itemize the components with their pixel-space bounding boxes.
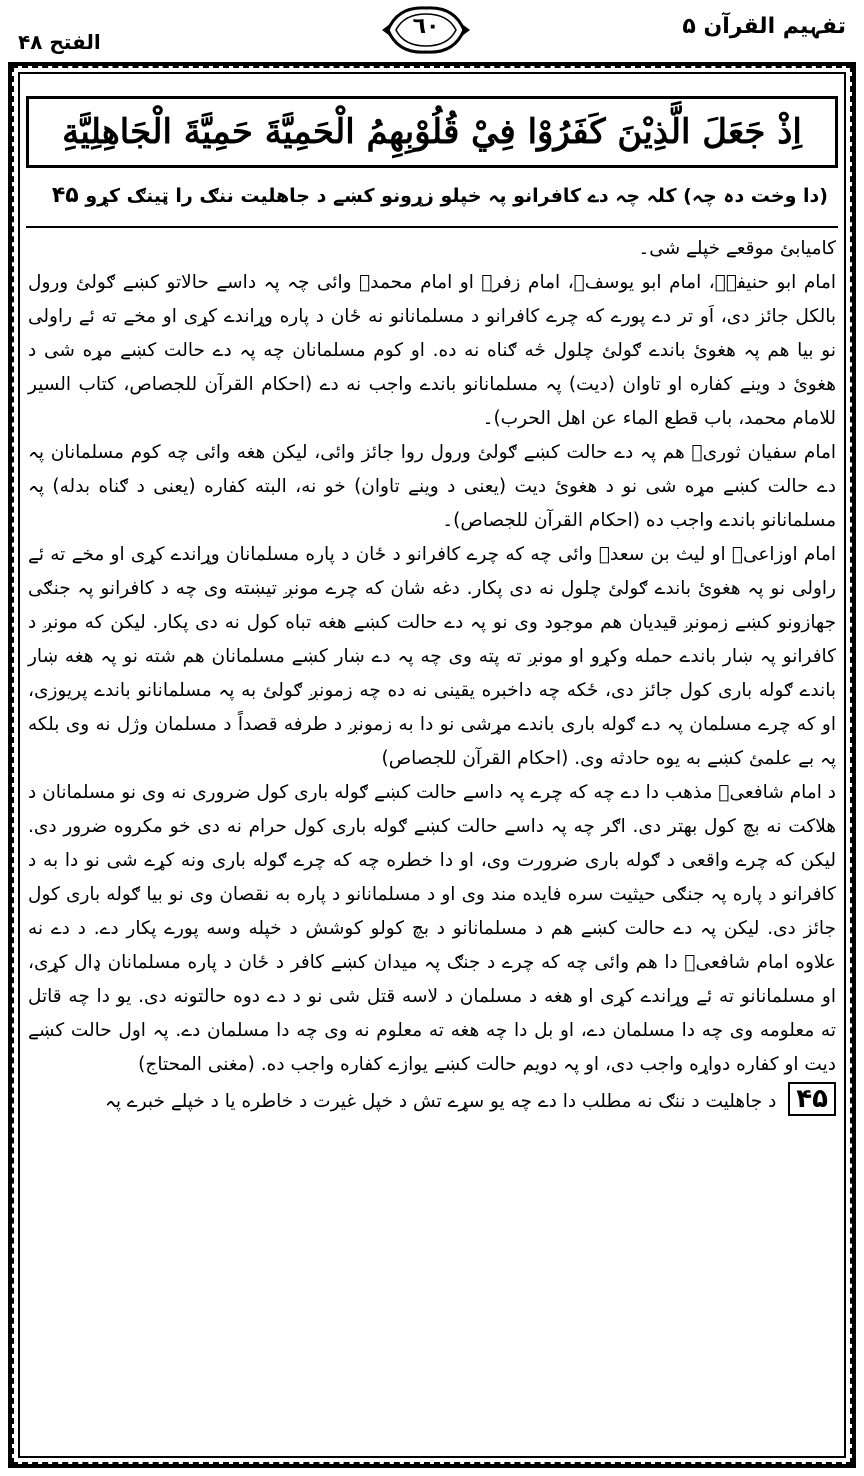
paragraph-shafii: د امام شافعیؒ مذهب دا دے چه که چرے پہ داسے حالت کښے ګوله باری کول ضروری نه وی نو مسلمانان د هلاکت نه بچ کول بهتر دی. اګر چه پہ داسے حالت کښے ګوله باری کول حرام نه دی خو مکروه ضرور دی. لیکن که چرے واقعی د ګوله باری ضرورت وی، او دا خطره چه که چرے ګوله باری ونه کړے شی نو دا به د کافرانو د پاره پہ جنګی حیثیت سره فایده مند وی او د مسلمانانو د پاره به نقصان وی نو بیا ګوله باری کول جائز دی. لیکن پہ دے حالت کښے هم د مسلمانانو د بچ کولو کوشش د خپله وسه پورے پکار دے. د دے نه علاوه امام شافعیؒ دا هم وائی چه که چرے د جنګ پہ میدان کښے کافر د ځان د پاره مسلمانان ډال کړی، او مسلمانانو ته ئے وړاندے کړی او هغه د مسلمان د لاسه قتل شی نو د دے دوه حالتونه دی. یو دا چه قاتل ته معلومه وی چه دا مسلمان دے، او بل دا چه هغه ته معلوم نه وی چه دا مسلمان دے. پہ اول حالت کښے دیت او کفاره دواړه واجب دی، او پہ دویم حالت کښے یوازے کفاره واجب ده. (مغنی المحتاج) (28, 782, 836, 1075)
footnote-marker: ۴۵ (51, 183, 79, 208)
page-number: ٦٠ (412, 14, 440, 39)
paragraph-awzai: امام اوزاعیؒ او لیث بن سعدؒ وائی چه که چرے کافرانو د ځان د پاره مسلمانان وړاندے کړی او مخے ته ئے راولی نو پہ هغوئ باندے ګولئ چلول نه دی پکار. دغه شان که چرے مونږ تیښته وی چه د کافرانو پہ جنګی جهازونو کښے زمونږ قیدیان هم موجود وی نو پہ دے حالت کښے هغه تباه کول نه دی پکار. لیکن که مونږ د کافرانو پہ ښار باندے حمله وکړو او مونږ ته پته وی چه پہ دے ښار کښے مسلمانان هم شته نو پہ هغه ښار باندے ګوله باری کول جائز دی، ځکه چه داخبره یقینی نه ده چه زمونږ ګولئ به پہ مسلمانانو باندے پریوزی، او که چرے مسلمان پہ دے ګوله باری باندے مړشی نو دا به زمونږ د طرفه قصداً د مسلمان وژل نه وی بلکه پہ بے علمئ کښے به یوه حادثه وی. (احکام القرآن للجصاص) (28, 544, 836, 769)
footnote-number: ۴۵ (788, 1082, 836, 1116)
quran-verse: اِذْ جَعَلَ الَّذِيْنَ كَفَرُوْا فِيْ قُلُوْبِهِمُ الْحَمِيَّةَ حَمِيَّةَ الْجَاهِلِيَّةِ (26, 96, 838, 168)
paragraph-hanafi: امام ابو حنیفہؒ، امام ابو یوسفؒ، امام زفرؒ او امام محمدؒ وائی چہ پہ داسے حالاتو کښے ګولئ ورول بالکل جائز دی، اَو تر دے پورے که چرے کافرانو د مسلمانانو نه ځان د پاره وړاندے کړی او مخے ته ئے راولی نو بیا هم پہ هغوئ باندے ګولئ چلول څه ګناه نه ده. او کوم مسلمانان چه پہ دے حالت کښے مړه شی د هغوئ د وینے کفاره او تاوان (دیت) پہ مسلمانانو باندے واجب نه دے (احکام القرآن للجصاص، کتاب السیر للامام محمد، باب قطع الماء عن اهل الحرب)۔ (28, 272, 836, 429)
page-number-ornament (378, 2, 474, 58)
footnote-text: د جاهلیت د ننګ نه مطلب دا دے چه یو سړے تش د خپل غیرت د خاطره یا د خپلے خبرے پہ (105, 1091, 777, 1112)
footnote-45 (28, 1082, 836, 1119)
translation-text: (دا وخت دہ چہ) کلہ چہ دے کافرانو پہ خپلو زړونو کښے د جاهليت ننګ را ټینګ کړو (85, 185, 828, 207)
book-title: تفہیم القرآن ۵ (682, 14, 846, 39)
surah-reference: الفتح ۴۸ (18, 30, 101, 54)
verse-translation (26, 172, 838, 228)
paragraph-sufyan-thawri: امام سفیان ثوریؒ هم پہ دے حالت کښے ګولئ ورول روا جائز وائی، لیکن هغه وائی چه کوم مسلمانان پہ دے حالت کښے مړه شی نو د هغوئ دیت (یعنی د وینے تاوان) خو نه، البته کفاره (یعنی د ګناه بدله) پہ مسلمانانو باندے واجب ده (احکام القرآن للجصاص)۔ (28, 442, 836, 531)
paragraph-intro: کامیابئ موقعے خپلے شی۔ (638, 238, 836, 259)
commentary-body (28, 232, 836, 1460)
